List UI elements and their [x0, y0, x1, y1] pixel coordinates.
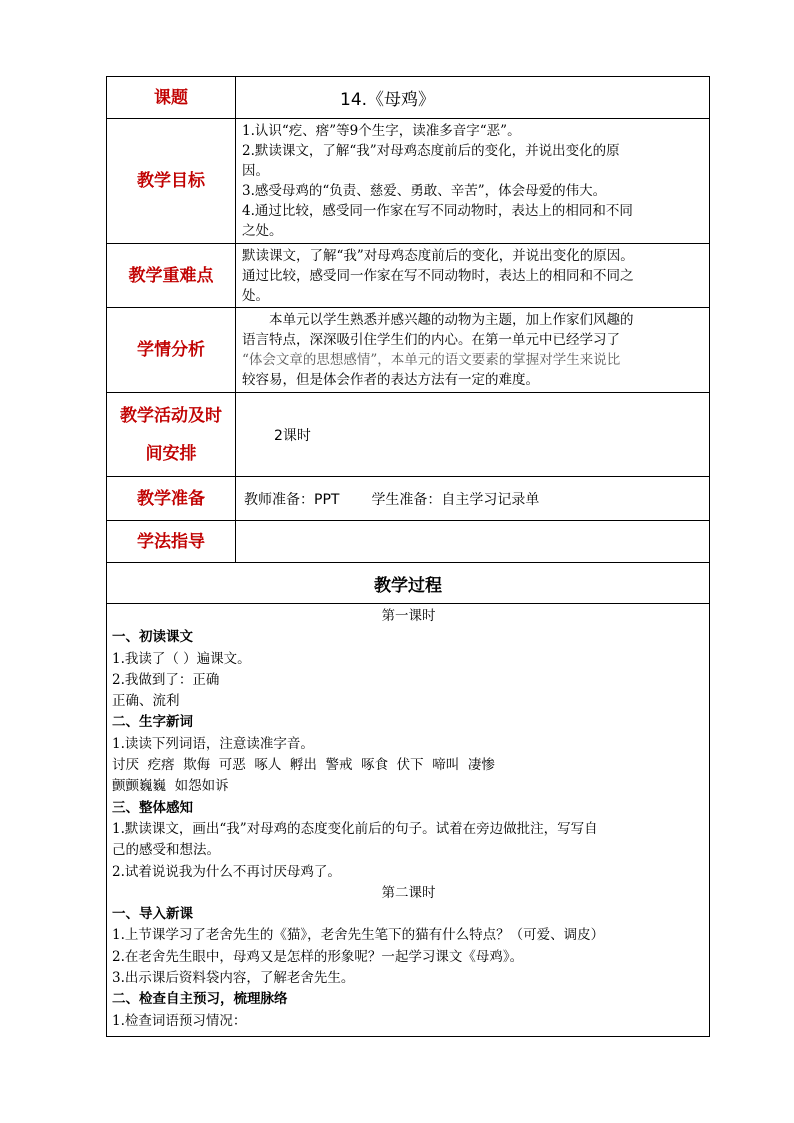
objectives-content	[236, 119, 710, 244]
guidance-label: 学法指导	[107, 521, 236, 563]
key-points-row	[107, 244, 710, 308]
process-line: 1.检查词语预习情况：	[112, 1012, 247, 1029]
lesson-title: 14.《母鸡》	[236, 77, 710, 119]
preparation-label: 教学准备	[107, 477, 236, 521]
title-label: 课题	[107, 77, 236, 119]
analysis-line: “体会文章的思想感情”，本单元的语文要素的掌握对学生来说比	[242, 352, 621, 368]
analysis-line: 语言特点，深深吸引住学生们的内心。在第一单元中已经学习了	[242, 332, 620, 348]
preparation-content	[236, 477, 710, 521]
key-points-content	[236, 244, 710, 308]
process-content	[107, 604, 710, 1037]
objectives-row	[107, 119, 710, 244]
lesson-plan-table	[106, 76, 710, 1037]
section-heading: 二、检查自主预习，梳理脉络	[112, 991, 288, 1008]
process-heading-row	[107, 563, 710, 604]
schedule-label-line: 间安排	[145, 443, 197, 464]
process-row	[107, 604, 710, 1037]
key-point-line: 处。	[242, 287, 269, 304]
analysis-content	[236, 308, 710, 393]
section-heading: 一、初读课文	[112, 629, 193, 646]
section-heading: 三、整体感知	[112, 799, 193, 816]
vocabulary-line: 颤颤巍巍 如怨如诉	[112, 778, 229, 795]
key-point-line: 通过比较，感受同一作家在写不同动物时，表达上的相同和不同之	[242, 267, 634, 284]
objective-line: 2.默读课文，了解“我”对母鸡态度前后的变化，并说出变化的原	[242, 143, 620, 159]
analysis-label: 学情分析	[107, 308, 236, 393]
teacher-preparation: 教师准备：PPT	[244, 491, 340, 508]
objective-line: 3.感受母鸡的“负责、慈爱、勇敢、辛苦”，体会母爱的伟大。	[242, 183, 607, 199]
schedule-label	[107, 393, 236, 477]
section-heading: 一、导入新课	[112, 906, 193, 923]
objective-line: 因。	[242, 163, 269, 179]
objective-line: 之处。	[242, 223, 283, 239]
title-row	[107, 77, 710, 119]
analysis-line: 本单元以学生熟悉并感兴趣的动物为主题，加上作家们风趣的	[269, 312, 634, 328]
key-point-line: 默读课文，了解“我”对母鸡态度前后的变化，并说出变化的原因。	[242, 247, 634, 264]
process-line: 正确、流利	[112, 693, 180, 710]
process-line: 2.我做到了：正确	[112, 671, 220, 688]
preparation-row	[107, 477, 710, 521]
process-line: 1.默读课文，画出“我”对母鸡的态度变化前后的句子。试着在旁边做批注，写写自	[112, 820, 598, 837]
schedule-label-line: 教学活动及时	[120, 405, 222, 426]
student-preparation: 学生准备：自主学习记录单	[371, 491, 540, 508]
process-line: 1.上节课学习了老舍先生的《猫》，老舍先生笔下的猫有什么特点？（可爱、调皮）	[112, 927, 605, 944]
process-line: 3.出示课后资料袋内容，了解老舍先生。	[112, 970, 355, 987]
key-points-label: 教学重难点	[107, 244, 236, 308]
lesson-period-heading: 第一课时	[381, 608, 436, 624]
section-heading: 二、生字新词	[112, 714, 193, 731]
objective-line: 4.通过比较，感受同一作家在写不同动物时，表达上的相同和不同	[242, 203, 633, 219]
process-line: 2.在老舍先生眼中，母鸡又是怎样的形象呢？一起学习课文《母鸡》。	[112, 948, 524, 965]
analysis-row	[107, 308, 710, 393]
process-heading: 教学过程	[107, 563, 710, 604]
process-line: 2.试着说说我为什么不再讨厌母鸡了。	[112, 863, 341, 880]
schedule-row	[107, 393, 710, 477]
process-line: 1.读读下列词语，注意读准字音。	[112, 735, 314, 752]
guidance-row	[107, 521, 710, 563]
lesson-period-heading: 第二课时	[381, 884, 436, 901]
analysis-line: 较容易，但是体会作者的表达方法有一定的难度。	[242, 372, 539, 388]
objective-line: 1.认识“疙、瘩”等9个生字，读准多音字“恶”。	[242, 123, 521, 139]
schedule-value: 2课时	[236, 393, 710, 477]
process-line: 1.我读了（ ）遍课文。	[112, 650, 251, 667]
process-line: 己的感受和想法。	[112, 842, 220, 859]
guidance-content	[236, 521, 710, 563]
lesson-plan-document	[106, 76, 709, 1037]
vocabulary-line: 讨厌 疙瘩 欺侮 可恶 啄人 孵出 警戒 啄食 伏下 啼叫 凄惨	[112, 757, 495, 774]
objectives-label: 教学目标	[107, 119, 236, 244]
